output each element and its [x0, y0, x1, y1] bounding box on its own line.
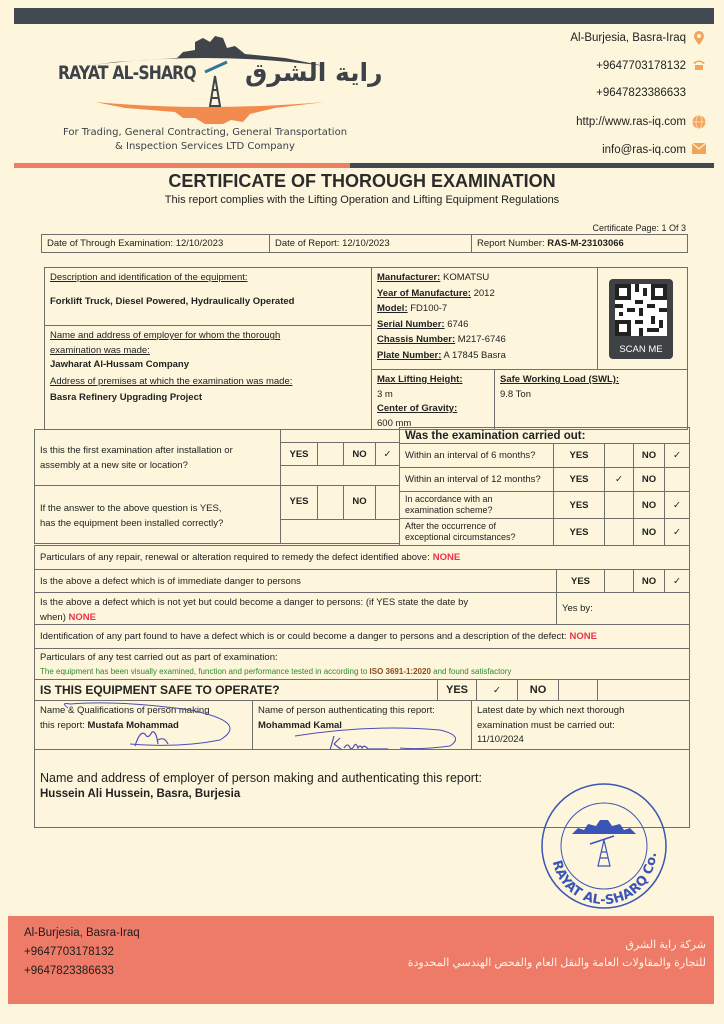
equipment-specs-cell — [371, 267, 598, 370]
q2-cell — [34, 485, 281, 544]
co3-text-2: examination scheme? — [405, 505, 493, 515]
tagline-line-1: For Trading, General Contracting, General Transportation — [62, 127, 348, 138]
max-height-value: 3 m — [377, 388, 393, 400]
qr-code-button[interactable] — [609, 279, 673, 359]
contact-email-text[interactable]: info@ras-iq.com — [602, 144, 686, 156]
location-pin-icon — [692, 31, 706, 45]
co4-yes-checkbox[interactable] — [604, 518, 634, 546]
co3-no-checkbox[interactable]: ✓ — [664, 491, 690, 519]
tests-standard: ISO 3691-1:2020 — [369, 666, 431, 676]
next-exam-label-2: examination must be carried out: — [477, 719, 615, 731]
immediate-no-checkbox[interactable]: ✓ — [664, 569, 690, 593]
report-number-cell — [471, 234, 688, 253]
exam-date-cell — [41, 234, 270, 253]
premises-value: Basra Refinery Upgrading Project — [50, 392, 203, 403]
contact-email — [602, 143, 706, 157]
stamp-text: RAYAT AL-SHARQ Co. — [548, 851, 661, 909]
safe-yes-label: YES — [437, 679, 477, 701]
contact-phone-1 — [596, 59, 706, 73]
q1-yes-label: YES — [280, 442, 318, 466]
oil-pump-icon — [205, 62, 227, 106]
tagline-line-2: & Inspection Services LTD Company — [115, 141, 295, 152]
future-danger-value: NONE — [68, 611, 96, 623]
serial-label: Serial Number: — [377, 318, 445, 330]
manufacturer-value: KOMATSU — [440, 272, 490, 283]
next-exam-cell — [471, 700, 690, 750]
header-top-bar — [14, 8, 714, 24]
phone-icon — [692, 59, 706, 73]
co3-no-label: NO — [633, 491, 665, 519]
co1-yes-label: YES — [553, 443, 605, 468]
exam-date-label: Date of Through Examination: — [47, 238, 174, 249]
yes-by-field[interactable]: Yes by: — [556, 592, 690, 625]
employer-cell — [44, 325, 372, 430]
footer-arabic-line-2: للتجارة والمقاولات العامة والنقل العام والفحص الهندسي المحدودة — [407, 957, 706, 969]
q1-spacer-top — [280, 429, 400, 443]
employer-label-1: Name and address of employer for whom the thorough — [50, 330, 281, 341]
co2-no-label: NO — [633, 467, 665, 492]
tests-row — [34, 648, 690, 680]
q1-text-2: assembly at a new site or location? — [40, 459, 188, 471]
serial-value: 6746 — [444, 318, 469, 330]
part-defect-label: Identification of any part found to have a defect which is or could become a danger to persons and a description of the defect: — [40, 631, 567, 642]
q1-spacer-bottom — [280, 465, 400, 486]
next-exam-label-1: Latest date by which next thorough — [477, 705, 625, 716]
co2-yes-label: YES — [553, 467, 605, 492]
co3-text-1: In accordance with an — [405, 494, 493, 504]
swl-label: Safe Working Load (SWL): — [500, 374, 620, 385]
co4-text-1: After the occurrence of — [405, 521, 497, 531]
employer-label-2: examination was made: — [50, 344, 150, 356]
maker-name: Mustafa Mohammad — [87, 719, 179, 731]
header-divider-dark — [350, 163, 714, 168]
equipment-description-value: Forklift Truck, Diesel Powered, Hydraulically Operated — [50, 295, 295, 307]
plate-value: A 17845 Basra — [441, 349, 506, 361]
qr-code-icon — [615, 284, 667, 336]
co4-yes-label: YES — [553, 518, 605, 546]
tests-text-1: The equipment has been visually examined, function and performance tested in according to — [40, 666, 370, 676]
q1-no-label: NO — [343, 442, 376, 466]
q2-no-checkbox[interactable] — [375, 485, 400, 520]
year-label: Year of Manufacture: — [377, 287, 471, 299]
center-of-gravity-value: 600 mm — [377, 417, 412, 429]
co1-no-label: NO — [633, 443, 665, 468]
q2-yes-label: YES — [280, 485, 318, 520]
q1-text-1: Is this the first examination after installation or — [40, 445, 233, 456]
maker-label-2: this report: — [40, 719, 88, 731]
part-defect-value: NONE — [569, 631, 597, 642]
repair-value: NONE — [432, 552, 461, 563]
center-of-gravity-label: Center of Gravity: — [377, 403, 458, 414]
logo-arabic-text: راية الشرق — [245, 58, 383, 87]
carried-out-6-months-label: Within an interval of 6 months? — [399, 443, 554, 468]
footer-contacts — [24, 924, 140, 981]
chassis-value: M217-6746 — [455, 334, 506, 345]
immediate-no-label: NO — [633, 569, 665, 593]
co4-no-checkbox[interactable]: ✓ — [664, 518, 690, 546]
equipment-description-cell — [44, 267, 372, 326]
maker-label-1: Name & Qualifications of person making — [40, 705, 210, 716]
certificate-page-number: Certificate Page: 1 Of 3 — [592, 223, 686, 233]
certificate-title: CERTIFICATE OF THOROUGH EXAMINATION — [168, 171, 556, 191]
model-label: Model: — [377, 303, 408, 314]
premises-label: Address of premises at which the examination was made: — [50, 375, 293, 387]
next-exam-date: 11/10/2024 — [477, 734, 524, 745]
report-number-value: RAS-M-23103066 — [547, 238, 624, 249]
immediate-danger-label: Is the above a defect which is of immediate danger to persons — [34, 569, 557, 593]
part-defect-row — [34, 624, 690, 649]
co3-yes-checkbox[interactable] — [604, 491, 634, 519]
contact-address — [570, 31, 706, 45]
contact-address-text: Al-Burjesia, Basra-Iraq — [570, 32, 686, 44]
footer-phone-2[interactable]: +9647823386633 — [24, 965, 114, 977]
co2-no-checkbox[interactable] — [664, 467, 690, 492]
carried-out-title: Was the examination carried out: — [399, 427, 690, 444]
authenticator-name: Mohammad Kamal — [258, 719, 342, 731]
employer-value: Jawharat Al-Hussam Company — [50, 359, 190, 370]
envelope-icon — [692, 143, 706, 157]
future-danger-text-2: when) — [40, 611, 69, 623]
footer-arabic-line-1: شركة راية الشرق — [625, 939, 706, 951]
co1-no-checkbox[interactable]: ✓ — [664, 443, 690, 468]
employer-of-person-value: Hussein Ali Hussein, Basra, Burjesia — [40, 788, 241, 800]
q2-yes-checkbox[interactable] — [317, 485, 344, 520]
contact-website — [576, 115, 706, 129]
qr-scan-label: SCAN ME — [619, 344, 663, 355]
report-date-label: Date of Report: — [275, 238, 340, 249]
future-danger-cell — [34, 592, 557, 625]
manufacturer-label: Manufacturer: — [377, 272, 441, 283]
co1-yes-checkbox[interactable] — [604, 443, 634, 468]
contact-phone-2-text[interactable]: +9647823386633 — [596, 87, 686, 99]
q1-no-checkbox[interactable]: ✓ — [375, 442, 400, 466]
safe-to-operate-question: IS THIS EQUIPMENT SAFE TO OPERATE? — [34, 679, 438, 701]
report-date-value: 12/10/2023 — [342, 238, 390, 249]
exam-date-value: 12/10/2023 — [175, 238, 224, 249]
co2-yes-checkbox[interactable]: ✓ — [604, 467, 634, 492]
q2-text-1: If the answer to the above question is YES, — [40, 503, 222, 514]
logo-english-text: RAYAT AL-SHARQ — [58, 62, 196, 84]
contact-phone-1-text[interactable]: +9647703178132 — [596, 60, 686, 72]
certificate-subtitle: This report complies with the Lifting Operation and Lifting Equipment Regulations — [164, 194, 560, 206]
header-divider-accent — [14, 163, 350, 168]
carried-out-exceptional-label — [399, 518, 554, 546]
swl-value: 9.8 Ton — [500, 388, 531, 400]
report-number-label: Report Number: — [477, 238, 545, 249]
co3-yes-label: YES — [553, 491, 605, 519]
max-height-label: Max Lifting Height: — [377, 374, 463, 385]
max-height-cell — [371, 369, 495, 430]
carried-out-scheme-label — [399, 491, 554, 519]
safe-no-label: NO — [517, 679, 559, 701]
company-stamp — [538, 782, 670, 910]
footer-arabic — [408, 936, 706, 972]
year-value: 2012 — [470, 287, 495, 299]
tests-label: Particulars of any test carried out as part of examination: — [40, 652, 278, 663]
carried-out-12-months-label: Within an interval of 12 months? — [399, 467, 554, 492]
model-value: FD100-7 — [407, 303, 448, 314]
co4-no-label: NO — [633, 518, 665, 546]
maker-signature — [60, 700, 260, 752]
swl-cell — [494, 369, 688, 430]
safe-no-checkbox[interactable] — [558, 679, 598, 701]
immediate-yes-label: YES — [556, 569, 605, 593]
contact-phone-2 — [596, 87, 686, 99]
future-danger-text-1: Is the above a defect which is not yet but could become a danger to persons: (if YES state the date by — [40, 597, 469, 608]
safe-spacer — [597, 679, 690, 701]
chassis-label: Chassis Number: — [377, 334, 456, 345]
repair-row — [34, 545, 690, 570]
repair-label: Particulars of any repair, renewal or alteration required to remedy the defect identified above: — [40, 552, 430, 563]
contact-website-text[interactable]: http://www.ras-iq.com — [576, 116, 686, 128]
immediate-yes-checkbox[interactable] — [604, 569, 634, 593]
q2-no-label: NO — [343, 485, 376, 520]
footer-address: Al-Burjesia, Basra-Iraq — [24, 927, 140, 939]
globe-icon — [692, 115, 706, 129]
equipment-description-label: Description and identification of the equipment: — [50, 272, 248, 283]
authenticator-label: Name of person authenticating this report: — [258, 705, 435, 716]
q1-cell — [34, 429, 281, 486]
tests-text-2: and found satisfactory — [430, 666, 512, 676]
co4-text-2: exceptional circumstances? — [405, 532, 516, 542]
company-tagline — [40, 126, 370, 154]
employer-of-person-label: Name and address of employer of person making and authenticating this report: — [40, 771, 482, 785]
footer-phone-1[interactable]: +9647703178132 — [24, 946, 114, 958]
safe-yes-checkbox[interactable]: ✓ — [476, 679, 518, 701]
plate-label: Plate Number: — [377, 349, 442, 361]
report-date-cell — [269, 234, 472, 253]
q1-yes-checkbox[interactable] — [317, 442, 344, 466]
q2-text-2: has the equipment been installed correctly? — [40, 517, 224, 529]
q2-spacer-bottom — [280, 519, 400, 544]
